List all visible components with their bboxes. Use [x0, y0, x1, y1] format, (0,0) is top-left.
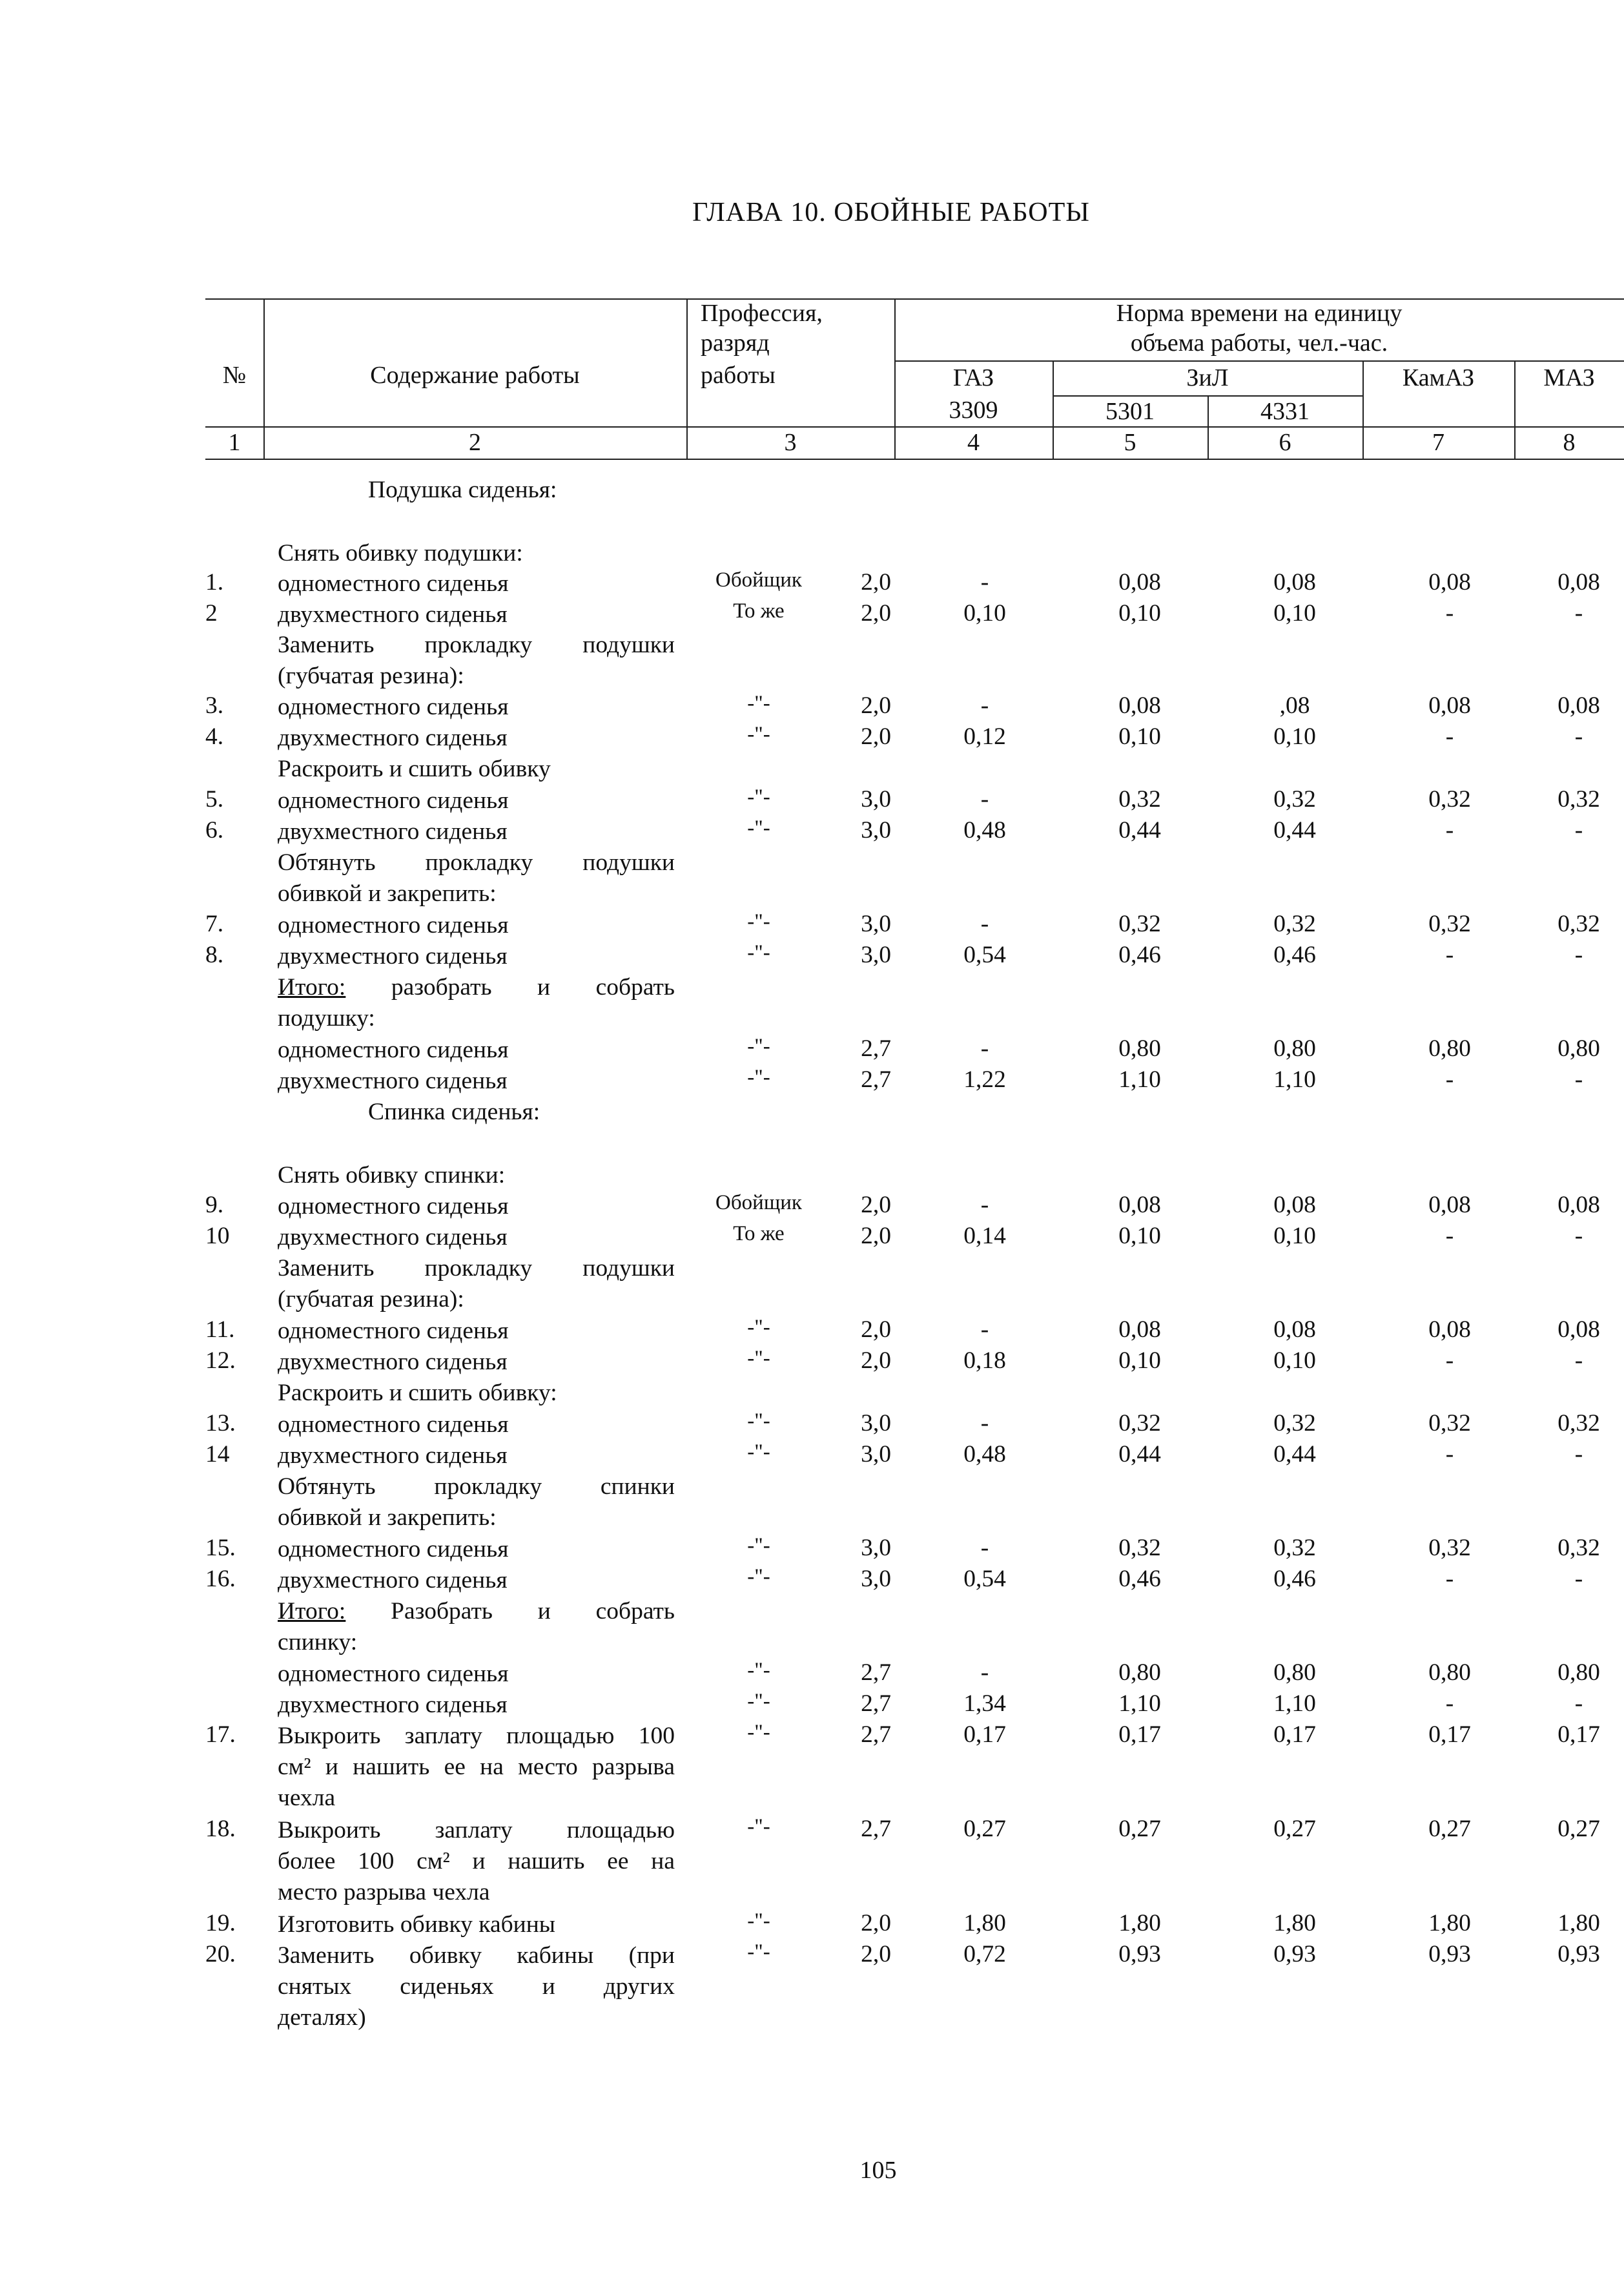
norm-value: 0,08	[1428, 692, 1471, 719]
profession: -"-	[747, 1534, 770, 1557]
description-line: одноместного сиденья	[278, 1193, 509, 1219]
norm-value: 0,44	[1118, 817, 1161, 844]
norm-value: 0,32	[1118, 786, 1161, 813]
row-number: 19.	[205, 1910, 236, 1936]
norm-value: -	[980, 1035, 989, 1062]
work-description	[278, 1940, 675, 2033]
work-description	[278, 1659, 675, 1690]
norm-value: 0,08	[1118, 1316, 1161, 1343]
description-line: Выкроить заплату площадью	[278, 1817, 675, 1843]
header-profession-1: Профессия,	[701, 300, 823, 327]
row-number: 1.	[205, 569, 224, 596]
description-line: одноместного сиденья	[278, 1318, 509, 1344]
description-line: одноместного сиденья	[278, 694, 509, 720]
grade: 3,0	[861, 1566, 891, 1592]
work-description	[278, 692, 675, 723]
profession: -"-	[747, 1659, 770, 1682]
norm-value: -	[1574, 1566, 1583, 1592]
description-line: двухместного сиденья	[278, 1692, 508, 1718]
row-number: 17.	[205, 1721, 236, 1748]
norm-value: 1,80	[1118, 1910, 1161, 1936]
norm-value: 0,44	[1118, 1441, 1161, 1468]
norm-value: 0,32	[1557, 1535, 1600, 1561]
description-line: двухместного сиденья	[278, 1442, 508, 1469]
norm-value: 0,48	[963, 1441, 1006, 1468]
norm-value: 1,80	[1273, 1910, 1316, 1936]
norm-value: -	[980, 1316, 989, 1343]
norm-value: 1,10	[1118, 1066, 1161, 1093]
row-number: 11.	[205, 1316, 235, 1343]
norm-value: 0,10	[1118, 723, 1161, 750]
norm-value: 0,32	[1428, 1410, 1471, 1437]
work-description	[278, 1440, 675, 1471]
chapter-title: ГЛАВА 10. ОБОЙНЫЕ РАБОТЫ	[692, 198, 1090, 227]
description-line: двухместного сиденья	[278, 1349, 508, 1375]
work-description	[278, 599, 675, 630]
profession: -"-	[747, 1815, 770, 1838]
norm-value: 1,10	[1273, 1690, 1316, 1717]
norm-value: -	[1574, 1441, 1583, 1468]
description-line: Итого: Разобрать и собрать	[278, 1598, 675, 1624]
work-description	[278, 723, 675, 754]
norm-value: -	[1445, 1223, 1454, 1249]
header-zil-5301: 5301	[1105, 398, 1155, 425]
work-description	[278, 754, 675, 785]
norm-value: 1,34	[963, 1690, 1006, 1717]
work-description	[278, 816, 675, 847]
row-number: 15.	[205, 1535, 236, 1561]
norm-value: 0,32	[1557, 1410, 1600, 1437]
description-line: двухместного сиденья	[278, 725, 508, 751]
norm-value: 0,27	[1273, 1816, 1316, 1842]
norm-value: -	[1574, 1066, 1583, 1093]
description-line: Заменить прокладку подушки	[278, 632, 675, 658]
profession: -"-	[747, 1347, 770, 1370]
header-gaz: ГАЗ	[952, 364, 994, 391]
profession: То же	[733, 599, 785, 623]
colnum-6: 6	[1279, 429, 1291, 456]
norm-value: 0,10	[1273, 1347, 1316, 1374]
profession: -"-	[747, 1909, 770, 1933]
row-number: 8.	[205, 942, 224, 968]
norm-value: 0,46	[1118, 1566, 1161, 1592]
work-description	[278, 568, 675, 599]
norm-value: 0,72	[963, 1941, 1006, 1967]
work-description	[278, 1534, 675, 1565]
profession: -"-	[747, 941, 770, 964]
norm-value: 0,44	[1273, 1441, 1316, 1468]
grade: 2,7	[861, 1690, 891, 1717]
norm-value: 0,80	[1273, 1659, 1316, 1686]
grade: 2,0	[861, 692, 891, 719]
header-norm-2: объема работы, чел.-час.	[1130, 329, 1388, 357]
norm-value: -	[980, 1192, 989, 1218]
description-line: одноместного сиденья	[278, 1411, 509, 1438]
norm-value: 0,10	[1118, 1347, 1161, 1374]
norm-value: 0,80	[1428, 1035, 1471, 1062]
norm-value: -	[1574, 817, 1583, 844]
norm-value: 1,10	[1118, 1690, 1161, 1717]
norm-value: 0,54	[963, 942, 1006, 968]
norm-value: 0,44	[1273, 817, 1316, 844]
description-line: одноместного сиденья	[278, 912, 509, 939]
work-description	[278, 1253, 675, 1315]
work-description	[278, 1035, 675, 1066]
norm-value: -	[980, 569, 989, 596]
profession: -"-	[747, 785, 770, 809]
work-description	[278, 1347, 675, 1378]
norm-value: 0,08	[1273, 1192, 1316, 1218]
norm-value: 0,32	[1118, 1410, 1161, 1437]
norm-value: -	[980, 1410, 989, 1437]
row-number: 9.	[205, 1192, 224, 1218]
norm-value: 0,08	[1273, 1316, 1316, 1343]
work-description	[278, 910, 675, 941]
grade: 2,0	[861, 1316, 891, 1343]
description-line: деталях)	[278, 2004, 366, 2031]
norm-value: -	[1574, 600, 1583, 627]
header-norm-1: Норма времени на единицу	[1116, 300, 1403, 327]
norm-value: 0,17	[963, 1721, 1006, 1748]
norm-value: 0,08	[1557, 1316, 1600, 1343]
norm-value: -	[980, 1535, 989, 1561]
norm-value: 1,80	[963, 1910, 1006, 1936]
description-line: спинку:	[278, 1629, 358, 1655]
profession: -"-	[747, 1940, 770, 1964]
profession: -"-	[747, 910, 770, 933]
profession: -"-	[747, 692, 770, 715]
norm-value: 0,10	[1273, 1223, 1316, 1249]
norm-value: -	[980, 786, 989, 813]
norm-value: 0,10	[1273, 600, 1316, 627]
work-description	[278, 1690, 675, 1721]
norm-value: 0,93	[1428, 1941, 1471, 1967]
work-description	[278, 1191, 675, 1222]
norm-value: -	[1445, 942, 1454, 968]
description-line: место разрыва чехла	[278, 1879, 490, 1905]
profession: -"-	[747, 1565, 770, 1588]
norm-value: -	[1574, 1223, 1583, 1249]
norm-value: 0,08	[1273, 569, 1316, 596]
norm-value: 0,10	[963, 600, 1006, 627]
work-description	[278, 1471, 675, 1533]
norm-value: 0,32	[1428, 911, 1471, 937]
header-no: №	[222, 362, 247, 389]
norm-value: 0,80	[1118, 1035, 1161, 1062]
header-profession-2: разряд	[701, 329, 770, 357]
description-line: Снять обивку подушки:	[278, 540, 523, 566]
norm-value: 0,10	[1118, 600, 1161, 627]
work-description	[278, 847, 675, 909]
norm-value: 0,12	[963, 723, 1006, 750]
norm-value: 0,93	[1118, 1941, 1161, 1967]
grade: 2,0	[861, 1910, 891, 1936]
description-line: двухместного сиденья	[278, 1224, 508, 1250]
row-number: 4.	[205, 723, 224, 750]
description-line: более 100 см² и нашить ее на	[278, 1848, 675, 1874]
description-line: Снять обивку спинки:	[278, 1162, 506, 1188]
norm-value: 0,17	[1273, 1721, 1316, 1748]
norm-value: -	[980, 911, 989, 937]
norm-value: 0,46	[1273, 942, 1316, 968]
colnum-3: 3	[784, 429, 797, 456]
norm-value: 0,17	[1118, 1721, 1161, 1748]
norm-value: 0,10	[1118, 1223, 1161, 1249]
grade: 3,0	[861, 1410, 891, 1437]
header-zil-4331: 4331	[1260, 398, 1310, 425]
norm-value: -	[1445, 817, 1454, 844]
norm-value: 0,10	[1273, 723, 1316, 750]
work-description	[278, 1316, 675, 1347]
description-line: Заменить обивку кабины (при	[278, 1942, 675, 1969]
norm-value: 0,17	[1428, 1721, 1471, 1748]
norm-value: -	[980, 1659, 989, 1686]
work-description	[278, 941, 675, 972]
section-title: Подушка сиденья:	[368, 477, 557, 503]
norm-value: -	[1574, 1347, 1583, 1374]
profession: -"-	[747, 816, 770, 840]
description-line: одноместного сиденья	[278, 1661, 509, 1687]
norm-value: 0,32	[1118, 1535, 1161, 1561]
norm-value: 0,46	[1118, 942, 1161, 968]
description-line: см² и нашить ее на место разрыва	[278, 1754, 675, 1780]
norm-value: 0,08	[1557, 1192, 1600, 1218]
grade: 2,7	[861, 1816, 891, 1842]
description-line: Итого: разобрать и собрать	[278, 974, 675, 1001]
row-number: 12.	[205, 1347, 236, 1374]
norm-value: -	[1574, 942, 1583, 968]
norm-value: -	[1574, 723, 1583, 750]
row-number: 3.	[205, 692, 224, 719]
norm-value: 0,80	[1273, 1035, 1316, 1062]
norm-value: 0,54	[963, 1566, 1006, 1592]
norm-value: -	[1445, 600, 1454, 627]
norm-value: 0,32	[1273, 786, 1316, 813]
row-number: 10	[205, 1223, 230, 1249]
description-line: Раскроить и сшить обивку:	[278, 1380, 557, 1406]
grade: 2,0	[861, 600, 891, 627]
norm-value: -	[1445, 1690, 1454, 1717]
page-number: 105	[859, 2157, 897, 2184]
norm-value: 0,80	[1557, 1659, 1600, 1686]
colnum-2: 2	[469, 429, 481, 456]
norm-value: 0,32	[1118, 911, 1161, 937]
description-line: Изготовить обивку кабины	[278, 1911, 556, 1938]
profession: Обойщик	[715, 568, 802, 592]
grade: 3,0	[861, 786, 891, 813]
norm-value: 0,46	[1273, 1566, 1316, 1592]
norm-value: -	[1445, 1566, 1454, 1592]
norm-value: 1,22	[963, 1066, 1006, 1093]
profession: -"-	[747, 1316, 770, 1339]
norm-value: -	[1445, 1347, 1454, 1374]
norm-value: 0,17	[1557, 1721, 1600, 1748]
description-line: Раскроить и сшить обивку	[278, 756, 551, 782]
norm-value: 0,08	[1428, 1192, 1471, 1218]
norm-value: 0,08	[1118, 692, 1161, 719]
description-line: одноместного сиденья	[278, 787, 509, 814]
grade: 2,0	[861, 723, 891, 750]
norm-value: 0,27	[1428, 1816, 1471, 1842]
row-number: 2	[205, 600, 218, 627]
norm-value: 0,08	[1118, 1192, 1161, 1218]
description-line: двухместного сиденья	[278, 601, 508, 628]
work-description	[278, 1378, 675, 1409]
header-gaz-model: 3309	[949, 397, 998, 424]
norm-value: 0,18	[963, 1347, 1006, 1374]
colnum-1: 1	[228, 429, 241, 456]
norm-value: 1,10	[1273, 1066, 1316, 1093]
norm-value: 1,80	[1428, 1910, 1471, 1936]
work-description	[278, 1596, 675, 1658]
description-line: чехла	[278, 1785, 336, 1811]
description-line: (губчатая резина):	[278, 663, 464, 689]
description-line: двухместного сиденья	[278, 943, 508, 970]
norm-value: 0,32	[1428, 1535, 1471, 1561]
norm-value: -	[1574, 1690, 1583, 1717]
work-description	[278, 972, 675, 1034]
grade: 2,0	[861, 1347, 891, 1374]
grade: 2,7	[861, 1721, 891, 1748]
norm-value: 0,32	[1557, 911, 1600, 937]
profession: То же	[733, 1222, 785, 1245]
section-title: Спинка сиденья:	[368, 1099, 540, 1125]
description-line: (губчатая резина):	[278, 1286, 464, 1312]
row-number: 16.	[205, 1566, 236, 1592]
description-line: обивкой и закрепить:	[278, 1504, 497, 1531]
grade: 3,0	[861, 1441, 891, 1468]
norm-value: ,08	[1279, 692, 1310, 719]
profession: Обойщик	[715, 1191, 802, 1214]
description-line: одноместного сиденья	[278, 1037, 509, 1063]
norm-value: 0,32	[1273, 1410, 1316, 1437]
header-content: Содержание работы	[370, 362, 580, 389]
norm-value: 0,08	[1428, 1316, 1471, 1343]
norm-value: 0,32	[1428, 786, 1471, 813]
norm-value: 0,32	[1273, 911, 1316, 937]
header-maz: МАЗ	[1543, 364, 1595, 391]
norm-value: 0,80	[1118, 1659, 1161, 1686]
norm-value: 0,32	[1273, 1535, 1316, 1561]
description-line: двухместного сиденья	[278, 1567, 508, 1593]
row-number: 7.	[205, 911, 224, 937]
profession: -"-	[747, 723, 770, 746]
row-number: 13.	[205, 1410, 236, 1437]
description-line: обивкой и закрепить:	[278, 880, 497, 907]
norm-value: 0,80	[1428, 1659, 1471, 1686]
description-line: Обтянуть прокладку подушки	[278, 849, 675, 876]
profession: -"-	[747, 1409, 770, 1433]
norm-value: 0,08	[1557, 692, 1600, 719]
norm-value: 0,14	[963, 1223, 1006, 1249]
work-description	[278, 1909, 675, 1940]
profession: -"-	[747, 1690, 770, 1713]
grade: 3,0	[861, 911, 891, 937]
row-number: 5.	[205, 786, 224, 813]
profession: -"-	[747, 1721, 770, 1744]
work-description	[278, 1409, 675, 1440]
row-number: 18.	[205, 1816, 236, 1842]
description-line: одноместного сиденья	[278, 1536, 509, 1562]
work-description	[278, 785, 675, 816]
norm-value: 1,80	[1557, 1910, 1600, 1936]
grade: 3,0	[861, 942, 891, 968]
work-description	[278, 630, 675, 692]
work-description	[278, 1222, 675, 1253]
colnum-4: 4	[967, 429, 980, 456]
grade: 2,0	[861, 569, 891, 596]
header-zil: ЗиЛ	[1186, 364, 1229, 391]
norm-value: -	[1445, 1066, 1454, 1093]
norm-value: 0,27	[963, 1816, 1006, 1842]
work-description	[278, 1160, 675, 1191]
profession: -"-	[747, 1066, 770, 1089]
work-description	[278, 1815, 675, 1908]
norm-value: -	[1445, 1441, 1454, 1468]
profession: -"-	[747, 1035, 770, 1058]
description-line: Выкроить заплату площадью 100	[278, 1723, 675, 1749]
norm-value: 0,08	[1118, 569, 1161, 596]
description-line: двухместного сиденья	[278, 1068, 508, 1094]
row-number: 6.	[205, 817, 224, 844]
grade: 3,0	[861, 1535, 891, 1561]
header-kamaz: КамАЗ	[1402, 364, 1475, 391]
colnum-7: 7	[1432, 429, 1444, 456]
description-line: подушку:	[278, 1005, 375, 1032]
work-description	[278, 1565, 675, 1596]
grade: 2,7	[861, 1066, 891, 1093]
work-description	[278, 1721, 675, 1814]
norm-value: 0,27	[1557, 1816, 1600, 1842]
norm-value: 0,93	[1273, 1941, 1316, 1967]
norm-value: 0,08	[1428, 569, 1471, 596]
profession: -"-	[747, 1440, 770, 1464]
grade: 3,0	[861, 817, 891, 844]
colnum-8: 8	[1563, 429, 1576, 456]
description-line: Заменить прокладку подушки	[278, 1255, 675, 1281]
norm-value: 0,27	[1118, 1816, 1161, 1842]
header-profession-3: работы	[701, 362, 776, 389]
work-description	[278, 538, 675, 569]
grade: 2,0	[861, 1192, 891, 1218]
row-number: 14	[205, 1441, 230, 1468]
work-description	[278, 1066, 675, 1097]
description-line: одноместного сиденья	[278, 570, 509, 597]
row-number: 20.	[205, 1941, 236, 1967]
colnum-5: 5	[1124, 429, 1136, 456]
grade: 2,7	[861, 1035, 891, 1062]
description-line: Обтянуть прокладку спинки	[278, 1473, 675, 1500]
norm-value: 0,48	[963, 817, 1006, 844]
grade: 2,0	[861, 1223, 891, 1249]
norm-value: 0,80	[1557, 1035, 1600, 1062]
norm-value: 0,08	[1557, 569, 1600, 596]
grade: 2,0	[861, 1941, 891, 1967]
grade: 2,7	[861, 1659, 891, 1686]
description-line: снятых сиденьях и других	[278, 1973, 675, 2000]
norm-value: 0,32	[1557, 786, 1600, 813]
norm-value: -	[980, 692, 989, 719]
norm-value: -	[1445, 723, 1454, 750]
norm-value: 0,93	[1557, 1941, 1600, 1967]
description-line: двухместного сиденья	[278, 818, 508, 845]
